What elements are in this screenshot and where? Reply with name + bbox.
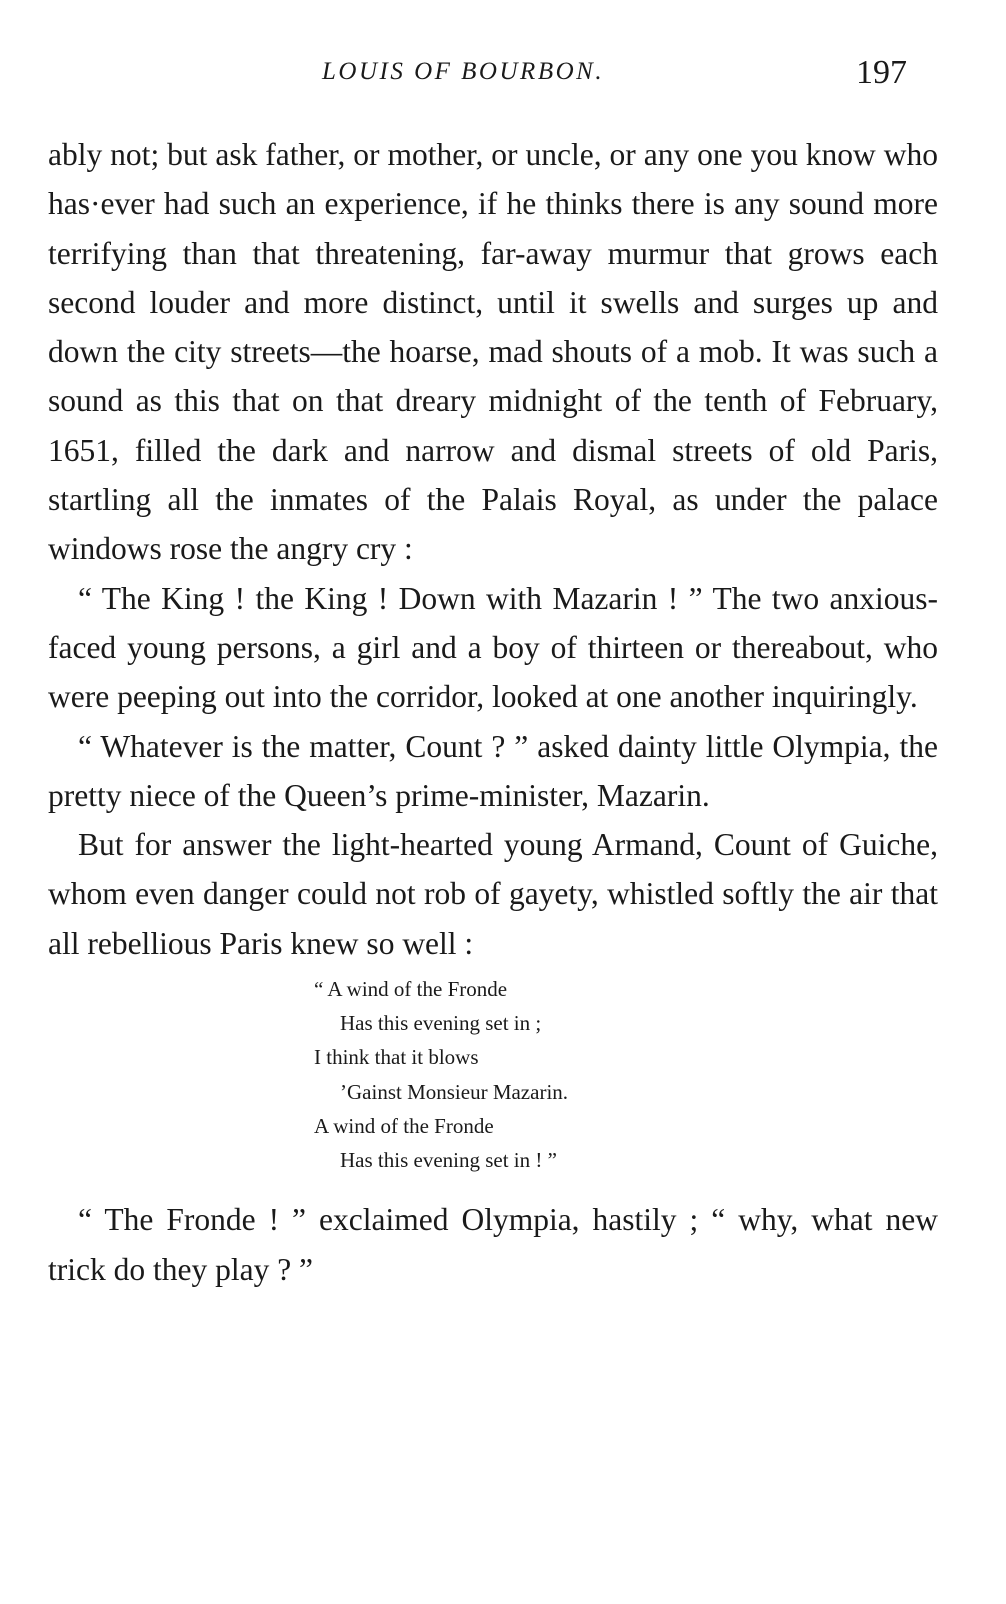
paragraph: “ Whatever is the matter, Count ? ” asked dainty little Olympia, the pretty niece of the Queen’s prime-minister, Mazarin. — [48, 728, 938, 813]
running-title: LOUIS OF BOURBON. — [322, 58, 605, 85]
verse-line: “ A wind of the Fronde — [314, 977, 508, 1002]
paragraph: “ The King ! the King ! Down with Mazarin ! ” The two anxious-faced young persons, a girl and a boy of thirteen or thereabout, who were peeping out into the corridor, looked at one another inquiringly. — [48, 580, 938, 715]
paragraph: But for answer the light-hearted young Armand, Count of Guiche, whom even danger could not rob of gayety, whistled softly the air that all rebellious Paris knew so well : — [48, 827, 938, 961]
verse-line: ’Gainst Monsieur Mazarin. — [340, 1079, 569, 1104]
text-block — [48, 130, 938, 1294]
paragraph: “ The Fronde ! ” exclaimed Olympia, hastily ; “ why, what new trick do they play ? ” — [48, 1202, 938, 1287]
paragraph: ably not; but ask father, or mother, or uncle, or any one you know who has·ever had such an experience, if he thinks there is any sound more terrifying than that threatening, far-away murmur that grows each second louder and more distinct, until it swells and surges up and down the city streets—the hoarse, mad shouts of a mob. It was such a sound as this that on that dreary midnight of the tenth of February, 1651, filled the dark and narrow and dismal streets of old Paris, startling all the inmates of the Palais Royal, as under the palace windows rose the angry cry : — [48, 137, 938, 567]
verse-line: A wind of the Fronde — [314, 1113, 494, 1138]
verse-line: Has this evening set in ; — [340, 1011, 542, 1036]
page-number: 197 — [856, 54, 907, 91]
verse-line: Has this evening set in ! ” — [340, 1148, 557, 1173]
running-head — [0, 54, 1006, 102]
verse-line: I think that it blows — [314, 1045, 479, 1070]
verse-block — [314, 972, 938, 1177]
